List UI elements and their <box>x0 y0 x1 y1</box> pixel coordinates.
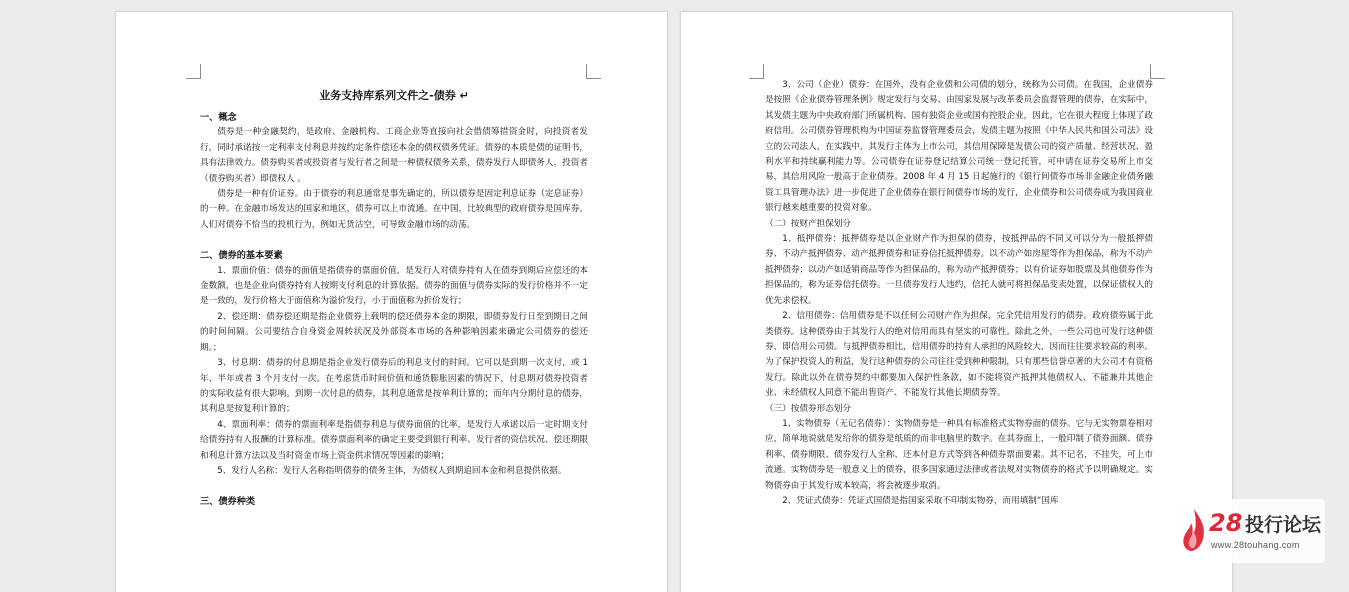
paragraph: 2、凭证式债券：凭证式国债是指国家采取不印制实物券，而用填制“国库 <box>782 495 1059 506</box>
margin-corner-mark <box>749 64 764 79</box>
subsection-heading: （二）按财产担保划分 <box>765 218 851 229</box>
paragraph: 2、信用债券：信用债券是不以任何公司财产作为担保，完全凭信用发行的债券。政府债券属于此类债券。这种债券由于其发行人的绝对信用而具有坚实的可靠性。除此之外，一些公司也可发行这种债券，即信用公司债。与抵押债券相比，信用债券的持有人承担的风险较大，因而往往要求较高的利率。为了保护投资人的利益，发行这种债券的公司往往受到种种限制，只有那些信誉卓著的大公司才有资格发行。除此以外在债券契约中都要加入保护性条款，如不能将资产抵押其他债权人、不能兼并其他企业、未经债权人同意不能出售资产、不能发行其他长期债券等。 <box>765 311 1153 399</box>
subsection-heading: （三）按债券形态划分 <box>765 403 851 414</box>
paragraph: 3、付息期：债券的付息期是指企业发行债券后的利息支付的时间。它可以是到期一次支付，或 1 年、半年或者 3 个月支付一次。在考虑货币时间价值和通货膨胀因素的情况下，付息期对债券投资者的实际收益有很大影响。到期一次付息的债券，其利息通常是按单利计算的；而年内分期付息的债券，其利息是按复利计算的； <box>200 358 588 415</box>
paragraph: 5、发行人名称：发行人名称指明债券的债务主体，为债权人到期追回本金和利息提供依据。 <box>217 465 567 476</box>
margin-corner-mark <box>1150 64 1165 79</box>
paragraph: 1、票面价值：债券的面值是指债券的票面价值，是发行人对债券持有人在债券到期后应偿还的本金数额，也是企业向债券持有人按期支付利息的计算依据。债券的面值与债券实际的发行价格并不一定是一致的，发行价格大于面值称为溢价发行，小于面值称为折价发行； <box>200 265 588 307</box>
document-page-right <box>681 12 1232 592</box>
margin-corner-mark <box>186 64 201 79</box>
paragraph: 1、实物债券（无记名债券）：实物债券是一种具有标准格式实物券面的债券。它与无实物票卷相对应，简单地说就是发给你的债券是纸质的而非电脑里的数字。在其券面上，一般印制了债券面额、债券利率、债券期限、债券发行人全称、还本付息方式等到各种债券票面要素。其不记名，不挂失，可上市流通。实物债券是一般意义上的债券，很多国家通过法律或者法规对实物债券的格式予以明确规定。实物债券由于其发行成本较高，将会被逐步取消。 <box>765 418 1153 491</box>
empty-paragraph <box>200 479 588 494</box>
logo-url: www.28touhang.com <box>1211 540 1300 550</box>
paragraph: 2、偿还期：债券偿还期是指企业债券上载明的偿还债券本金的期限，即债券发行日至到期日之间的时间间隔。公司要结合自身资金周转状况及外部资本市场的各种影响因素来确定公司债券的偿还期。； <box>200 311 588 353</box>
paragraph: 3、公司（企业）债券：在国外，没有企业债和公司债的划分，统称为公司债。在我国，企业债券是按照《企业债券管理条例》规定发行与交易、由国家发展与改革委员会监督管理的债券，在实际中，其发债主题为中央政府部门所属机构、国有独资企业或国有控股企业，因此，它在很大程度上体现了政府信用。公司债券管理机构为中国证券监督管理委员会，发债主题为按照《中华人民共和国公司法》设立的公司法人，在实践中，其发行主体为上市公司，其信用保障是发债公司的资产质量、经营状况、盈利水平和持续赢利能力等。公司债券在证券登记结算公司统一登记托管，可申请在证券交易所上市交易，其信用风险一般高于企业债券。2008 年 4 月 15 日起施行的《银行间债券市场非金融企业债务融资工具管理办法》进一步促进了企业债券在银行间债券市场的发行，企业债券和公司债券成为我国商业银行越来越重要的投资对象。 <box>765 80 1153 214</box>
section-heading: 二、债券的基本要素 <box>200 250 283 262</box>
margin-corner-mark <box>586 64 601 79</box>
document-title: 业务支持库系列文件之-债券 ↵ <box>319 89 469 102</box>
empty-paragraph <box>200 233 588 248</box>
paragraph: 债券是一种有价证券。由于债券的利息通常是事先确定的，所以债券是固定利息证券（定息证券）的一种。在金融市场发达的国家和地区，债券可以上市流通。在中国，比较典型的政府债券是国库券。人们对债券不恰当的投机行为，例如无货沽空，可导致金融市场的动荡。 <box>200 189 588 230</box>
flame-icon <box>1181 507 1207 553</box>
page-body[interactable] <box>200 84 588 510</box>
paragraph: 1、抵押债券：抵押债券是以企业财产作为担保的债券，按抵押品的不同又可以分为一般抵押债券、不动产抵押债券、动产抵押债券和证券信托抵押债券。以不动产如房屋等作为担保品，称为不动产抵押债券；以动产如适销商品等作为担保品的，称为动产抵押债券；以有价证券如股票及其他债券作为担保品的，称为证券信托债券。一旦债券发行人违约，信托人就可将担保品变卖处置，以保证债权人的优先求偿权。 <box>765 234 1153 306</box>
page-body[interactable] <box>765 78 1153 509</box>
site-watermark-logo <box>1175 499 1325 563</box>
paragraph: 4、票面利率：债券的票面利率是指债券利息与债券面值的比率，是发行人承诺以后一定时期支付给债券持有人报酬的计算标准。债券票面利率的确定主要受到银行利率、发行者的资信状况、偿还期限和利息计算方法以及当时资金市场上资金供求情况等因素的影响； <box>200 419 588 461</box>
section-heading: 一、概念 <box>200 112 237 123</box>
paragraph: 债券是一种金融契约，是政府、金融机构、工商企业等直接向社会借债筹措资金时，向投资者发行，同时承诺按一定利率支付利息并按约定条件偿还本金的债权债务凭证。债券的本质是债的证明书，具有法律效力。债券购买者或投资者与发行者之间是一种债权债务关系，债券发行人即债务人，投资者（债券购买者）即债权人 。 <box>200 127 588 184</box>
logo-number: 28 <box>1209 509 1243 537</box>
logo-name: 投行论坛 <box>1245 514 1322 536</box>
section-heading: 三、债券种类 <box>200 496 256 508</box>
document-page-left <box>116 12 667 592</box>
